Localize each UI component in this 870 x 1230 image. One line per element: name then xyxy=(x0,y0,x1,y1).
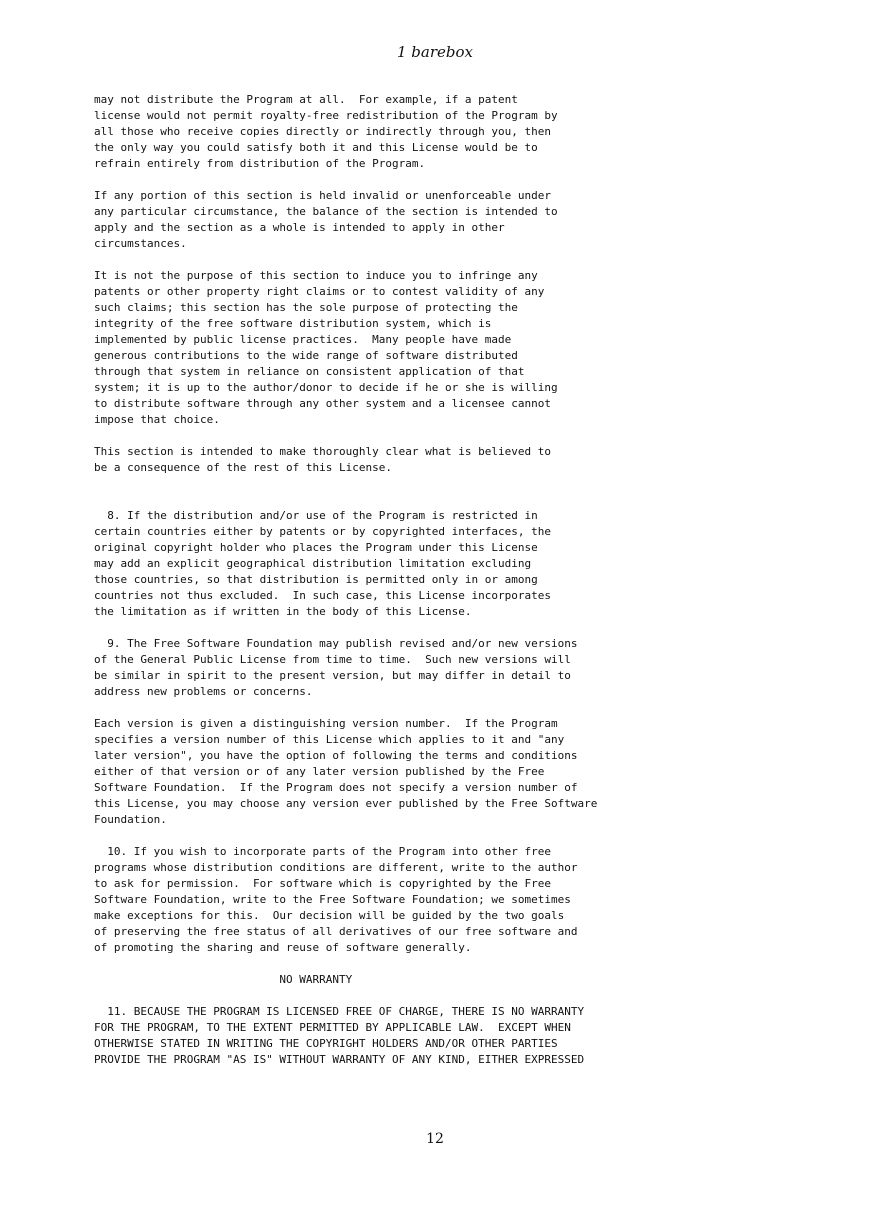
text-line: later version", you have the option of following the terms and conditions xyxy=(94,749,578,762)
text-line: Foundation. xyxy=(94,813,167,826)
text-line: implemented by public license practices. Many people have made xyxy=(94,333,512,346)
text-line: of the General Public License from time to time. Such new versions will xyxy=(94,653,571,666)
text-line: make exceptions for this. Our decision will be guided by the two goals xyxy=(94,909,565,922)
text-line: circumstances. xyxy=(94,237,187,250)
text-line: 11. BECAUSE THE PROGRAM IS LICENSED FREE OF CHARGE, THERE IS NO WARRANTY xyxy=(94,1005,585,1018)
text-line: 8. If the distribution and/or use of the Program is restricted in xyxy=(94,509,538,522)
page-number: 12 xyxy=(426,1131,444,1147)
text-line: Software Foundation. If the Program does not specify a version number of xyxy=(94,781,578,794)
text-line: such claims; this section has the sole purpose of protecting the xyxy=(94,301,518,314)
blank-line xyxy=(94,492,794,508)
text-line: those countries, so that distribution is permitted only in or among xyxy=(94,573,538,586)
text-line: of preserving the free status of all derivatives of our free software and xyxy=(94,925,578,938)
blank-line xyxy=(94,620,794,636)
text-line: FOR THE PROGRAM, TO THE EXTENT PERMITTED BY APPLICABLE LAW. EXCEPT WHEN xyxy=(94,1021,571,1034)
text-line: be similar in spirit to the present version, but may differ in detail to xyxy=(94,669,571,682)
blank-line xyxy=(94,988,794,1004)
text-line: programs whose distribution conditions are different, write to the author xyxy=(94,861,578,874)
text-line: either of that version or of any later version published by the Free xyxy=(94,765,545,778)
text-line: countries not thus excluded. In such case, this License incorporates xyxy=(94,589,551,602)
text-line: This section is intended to make thoroughly clear what is believed to xyxy=(94,445,551,458)
text-line: any particular circumstance, the balance of the section is intended to xyxy=(94,205,558,218)
blank-line xyxy=(94,828,794,844)
text-line: to distribute software through any other system and a licensee cannot xyxy=(94,397,551,410)
text-line: OTHERWISE STATED IN WRITING THE COPYRIGHT HOLDERS AND/OR OTHER PARTIES xyxy=(94,1037,558,1050)
text-line: specifies a version number of this License which applies to it and "any xyxy=(94,733,565,746)
text-line: of promoting the sharing and reuse of software generally. xyxy=(94,941,472,954)
text-line: patents or other property right claims or to contest validity of any xyxy=(94,285,545,298)
text-line: to ask for permission. For software which is copyrighted by the Free xyxy=(94,877,551,890)
text-line: impose that choice. xyxy=(94,413,220,426)
blank-line xyxy=(94,172,794,188)
text-line: this License, you may choose any version ever published by the Free Software xyxy=(94,797,598,810)
text-line: If any portion of this section is held invalid or unenforceable under xyxy=(94,189,551,202)
text-line: It is not the purpose of this section to induce you to infringe any xyxy=(94,269,538,282)
text-line: be a consequence of the rest of this License. xyxy=(94,461,393,474)
text-line: Each version is given a distinguishing version number. If the Program xyxy=(94,717,558,730)
text-line: may add an explicit geographical distribution limitation excluding xyxy=(94,557,532,570)
blank-line xyxy=(94,476,794,492)
text-line: all those who receive copies directly or indirectly through you, then xyxy=(94,125,551,138)
text-line: the limitation as if written in the body of this License. xyxy=(94,605,472,618)
text-line: refrain entirely from distribution of the Program. xyxy=(94,157,426,170)
text-line: system; it is up to the author/donor to decide if he or she is willing xyxy=(94,381,558,394)
text-line: address new problems or concerns. xyxy=(94,685,313,698)
text-line: through that system in reliance on consistent application of that xyxy=(94,365,525,378)
blank-line xyxy=(94,956,794,972)
text-line: license would not permit royalty-free redistribution of the Program by xyxy=(94,109,558,122)
running-header: 1 barebox xyxy=(397,43,473,61)
blank-line xyxy=(94,252,794,268)
text-line: certain countries either by patents or by copyrighted interfaces, the xyxy=(94,525,551,538)
license-text-body xyxy=(94,92,794,1068)
text-line: may not distribute the Program at all. For example, if a patent xyxy=(94,93,518,106)
text-line: 9. The Free Software Foundation may publish revised and/or new versions xyxy=(94,637,578,650)
text-line: integrity of the free software distribution system, which is xyxy=(94,317,492,330)
blank-line xyxy=(94,428,794,444)
blank-line xyxy=(94,700,794,716)
text-line: generous contributions to the wide range of software distributed xyxy=(94,349,518,362)
text-line: original copyright holder who places the Program under this License xyxy=(94,541,538,554)
text-line: NO WARRANTY xyxy=(94,973,353,986)
text-line: PROVIDE THE PROGRAM "AS IS" WITHOUT WARRANTY OF ANY KIND, EITHER EXPRESSED xyxy=(94,1053,585,1066)
text-line: Software Foundation, write to the Free Software Foundation; we sometimes xyxy=(94,893,571,906)
text-line: apply and the section as a whole is intended to apply in other xyxy=(94,221,505,234)
text-line: 10. If you wish to incorporate parts of the Program into other free xyxy=(94,845,551,858)
text-line: the only way you could satisfy both it and this License would be to xyxy=(94,141,538,154)
